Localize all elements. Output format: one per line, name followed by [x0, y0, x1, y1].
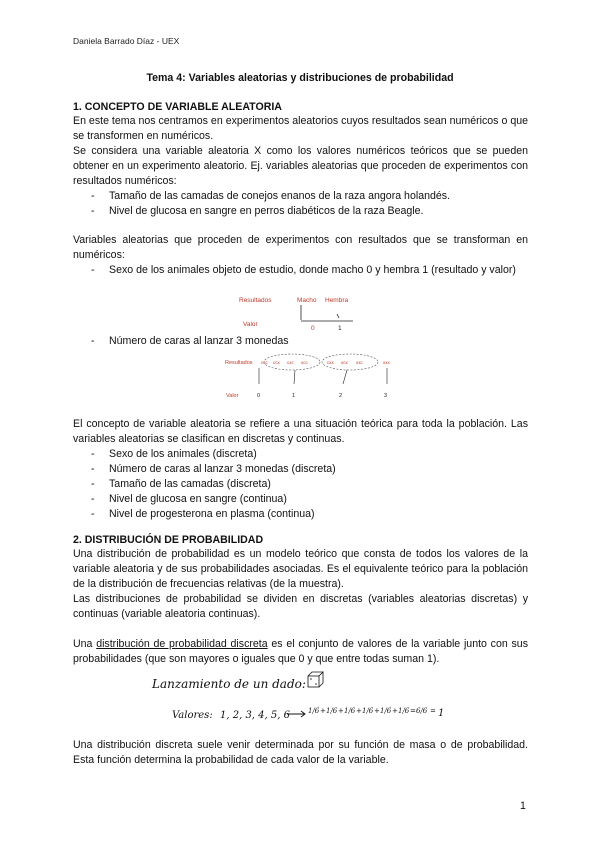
fraction: 1/6: [326, 707, 338, 715]
outcome: ccc: [261, 360, 268, 365]
diagram-label-value: Valor: [243, 321, 258, 328]
outcome: cxx: [327, 360, 334, 365]
handwritten-values: 1, 2, 3, 4, 5, 6: [220, 710, 290, 721]
section-2-paragraph-3: Una distribución de probabilidad discreta es el conjunto de valores de la variable junto con sus probabilidades (que son mayores o iguales que 0 y que entre todas suman 1).: [73, 638, 528, 665]
value-0: 0: [311, 325, 315, 332]
outcome: xcc: [301, 360, 308, 365]
category-macho: Macho: [297, 297, 317, 304]
dice-icon: [308, 672, 323, 687]
handwritten-dice-example: [150, 668, 450, 734]
section-1-paragraph-2: Se considera una variable aleatoria X como los valores numéricos teóricos que se pueden obtener en un experimento aleatorio. Ej. variables aleatorias que proceden de experimentos con resultados numéricos:: [73, 145, 528, 187]
result-fraction: 6/6: [416, 707, 428, 715]
handwritten-line-1: Lanzamiento de un dado:: [152, 677, 306, 691]
list-item: - Tamaño de las camadas de conejos enanos de la raza angora holandés.: [73, 189, 528, 204]
handwritten-values-label: Valores:: [172, 710, 213, 721]
outcome: ccx: [273, 360, 280, 365]
document-title: Tema 4: Variables aleatorias y distribuciones de probabilidad: [146, 72, 454, 84]
outcome: xxc: [356, 360, 363, 365]
svg-text:+: +: [374, 707, 380, 715]
page-header-author: Daniela Barrado Díaz - UEX: [73, 36, 180, 46]
outcome: cxc: [287, 360, 294, 365]
section-2-paragraph-4: Una distribución discreta suele venir determinada por su función de masa o de probabilidad. Esta función determina la probabilidad de cada valor de la variable.: [73, 739, 528, 766]
fraction: 1/6: [362, 707, 374, 715]
section-1-heading: 1. CONCEPTO DE VARIABLE ALEATORIA: [73, 101, 282, 113]
result: 1: [438, 708, 445, 719]
outcome: xxx: [383, 360, 390, 365]
value: 1: [292, 393, 296, 399]
classification-list: [73, 447, 528, 522]
fraction: 1/6: [398, 707, 410, 715]
value: 3: [384, 393, 388, 399]
fraction: 1/6: [308, 707, 320, 715]
section-2-paragraph-1: Una distribución de probabilidad es un modelo teórico que consta de todos los valores de la variable aleatoria y de sus probabilidades asociadas. Es el equivalente teórico para la población de la distribución de frecuencias relativas (de la muestra).: [73, 548, 528, 590]
value: 0: [257, 393, 261, 399]
value-1: 1: [338, 325, 342, 332]
list-item: - Número de caras al lanzar 3 monedas: [73, 334, 528, 349]
list-item: - Nivel de glucosa en sangre (continua): [73, 492, 528, 507]
list-item: - Sexo de los animales objeto de estudio, donde macho 0 y hembra 1 (resultado y valor): [73, 263, 528, 278]
section-2-paragraph-2: Las distribuciones de probabilidad se dividen en discretas (variables aleatorias discretas) y continuas (variable aleatoria continuas).: [73, 593, 528, 620]
diagram-label-value: Valor: [226, 393, 239, 399]
svg-text:=: =: [430, 707, 436, 715]
svg-text:+: +: [320, 707, 326, 715]
section-2-heading: 2. DISTRIBUCIÓN DE PROBABILIDAD: [73, 534, 264, 546]
section-1-paragraph-3: Variables aleatorias que proceden de experimentos con resultados que se transforman en numéricos:: [73, 234, 528, 261]
svg-text:=: =: [410, 707, 416, 715]
numeric-examples-list: [73, 189, 528, 219]
list-item: - Número de caras al lanzar 3 monedas (discreta): [73, 462, 528, 477]
transformed-examples-list-1: [73, 263, 528, 278]
svg-text:+: +: [392, 707, 398, 715]
fraction: 1/6: [344, 707, 356, 715]
diagram-label-results: Resultados: [225, 360, 253, 366]
value: 2: [339, 393, 343, 399]
fraction: 1/6: [380, 707, 392, 715]
section-1-paragraph-4: El concepto de variable aleatoria se refiere a una situación teórica para toda la población. Las variables aleatorias se clasifican en discretas y continuas.: [73, 418, 528, 445]
svg-text:+: +: [356, 707, 362, 715]
svg-text:+: +: [338, 707, 344, 715]
list-item: - Nivel de progesterona en plasma (continua): [73, 507, 528, 522]
transformed-examples-list-2: [73, 334, 528, 349]
list-item: - Nivel de glucosa en sangre en perros diabéticos de la raza Beagle.: [73, 204, 528, 219]
discrete-distribution-term: distribución de probabilidad discreta: [96, 638, 268, 650]
list-item: - Tamaño de las camadas (discreta): [73, 477, 528, 492]
sex-mapping-diagram: [235, 294, 365, 332]
diagram-label-results: Resultados: [239, 297, 272, 304]
list-item: - Sexo de los animales (discreta): [73, 447, 528, 462]
category-hembra: Hembra: [325, 297, 349, 304]
coins-mapping-diagram: [225, 350, 410, 402]
page-number: 1: [520, 800, 526, 812]
fraction-sum: [308, 707, 444, 719]
section-1-paragraph-1: En este tema nos centramos en experimentos aleatorios cuyos resultados sean numéricos o que se transformen en numéricos.: [73, 115, 528, 142]
outcome: xcx: [341, 360, 348, 365]
